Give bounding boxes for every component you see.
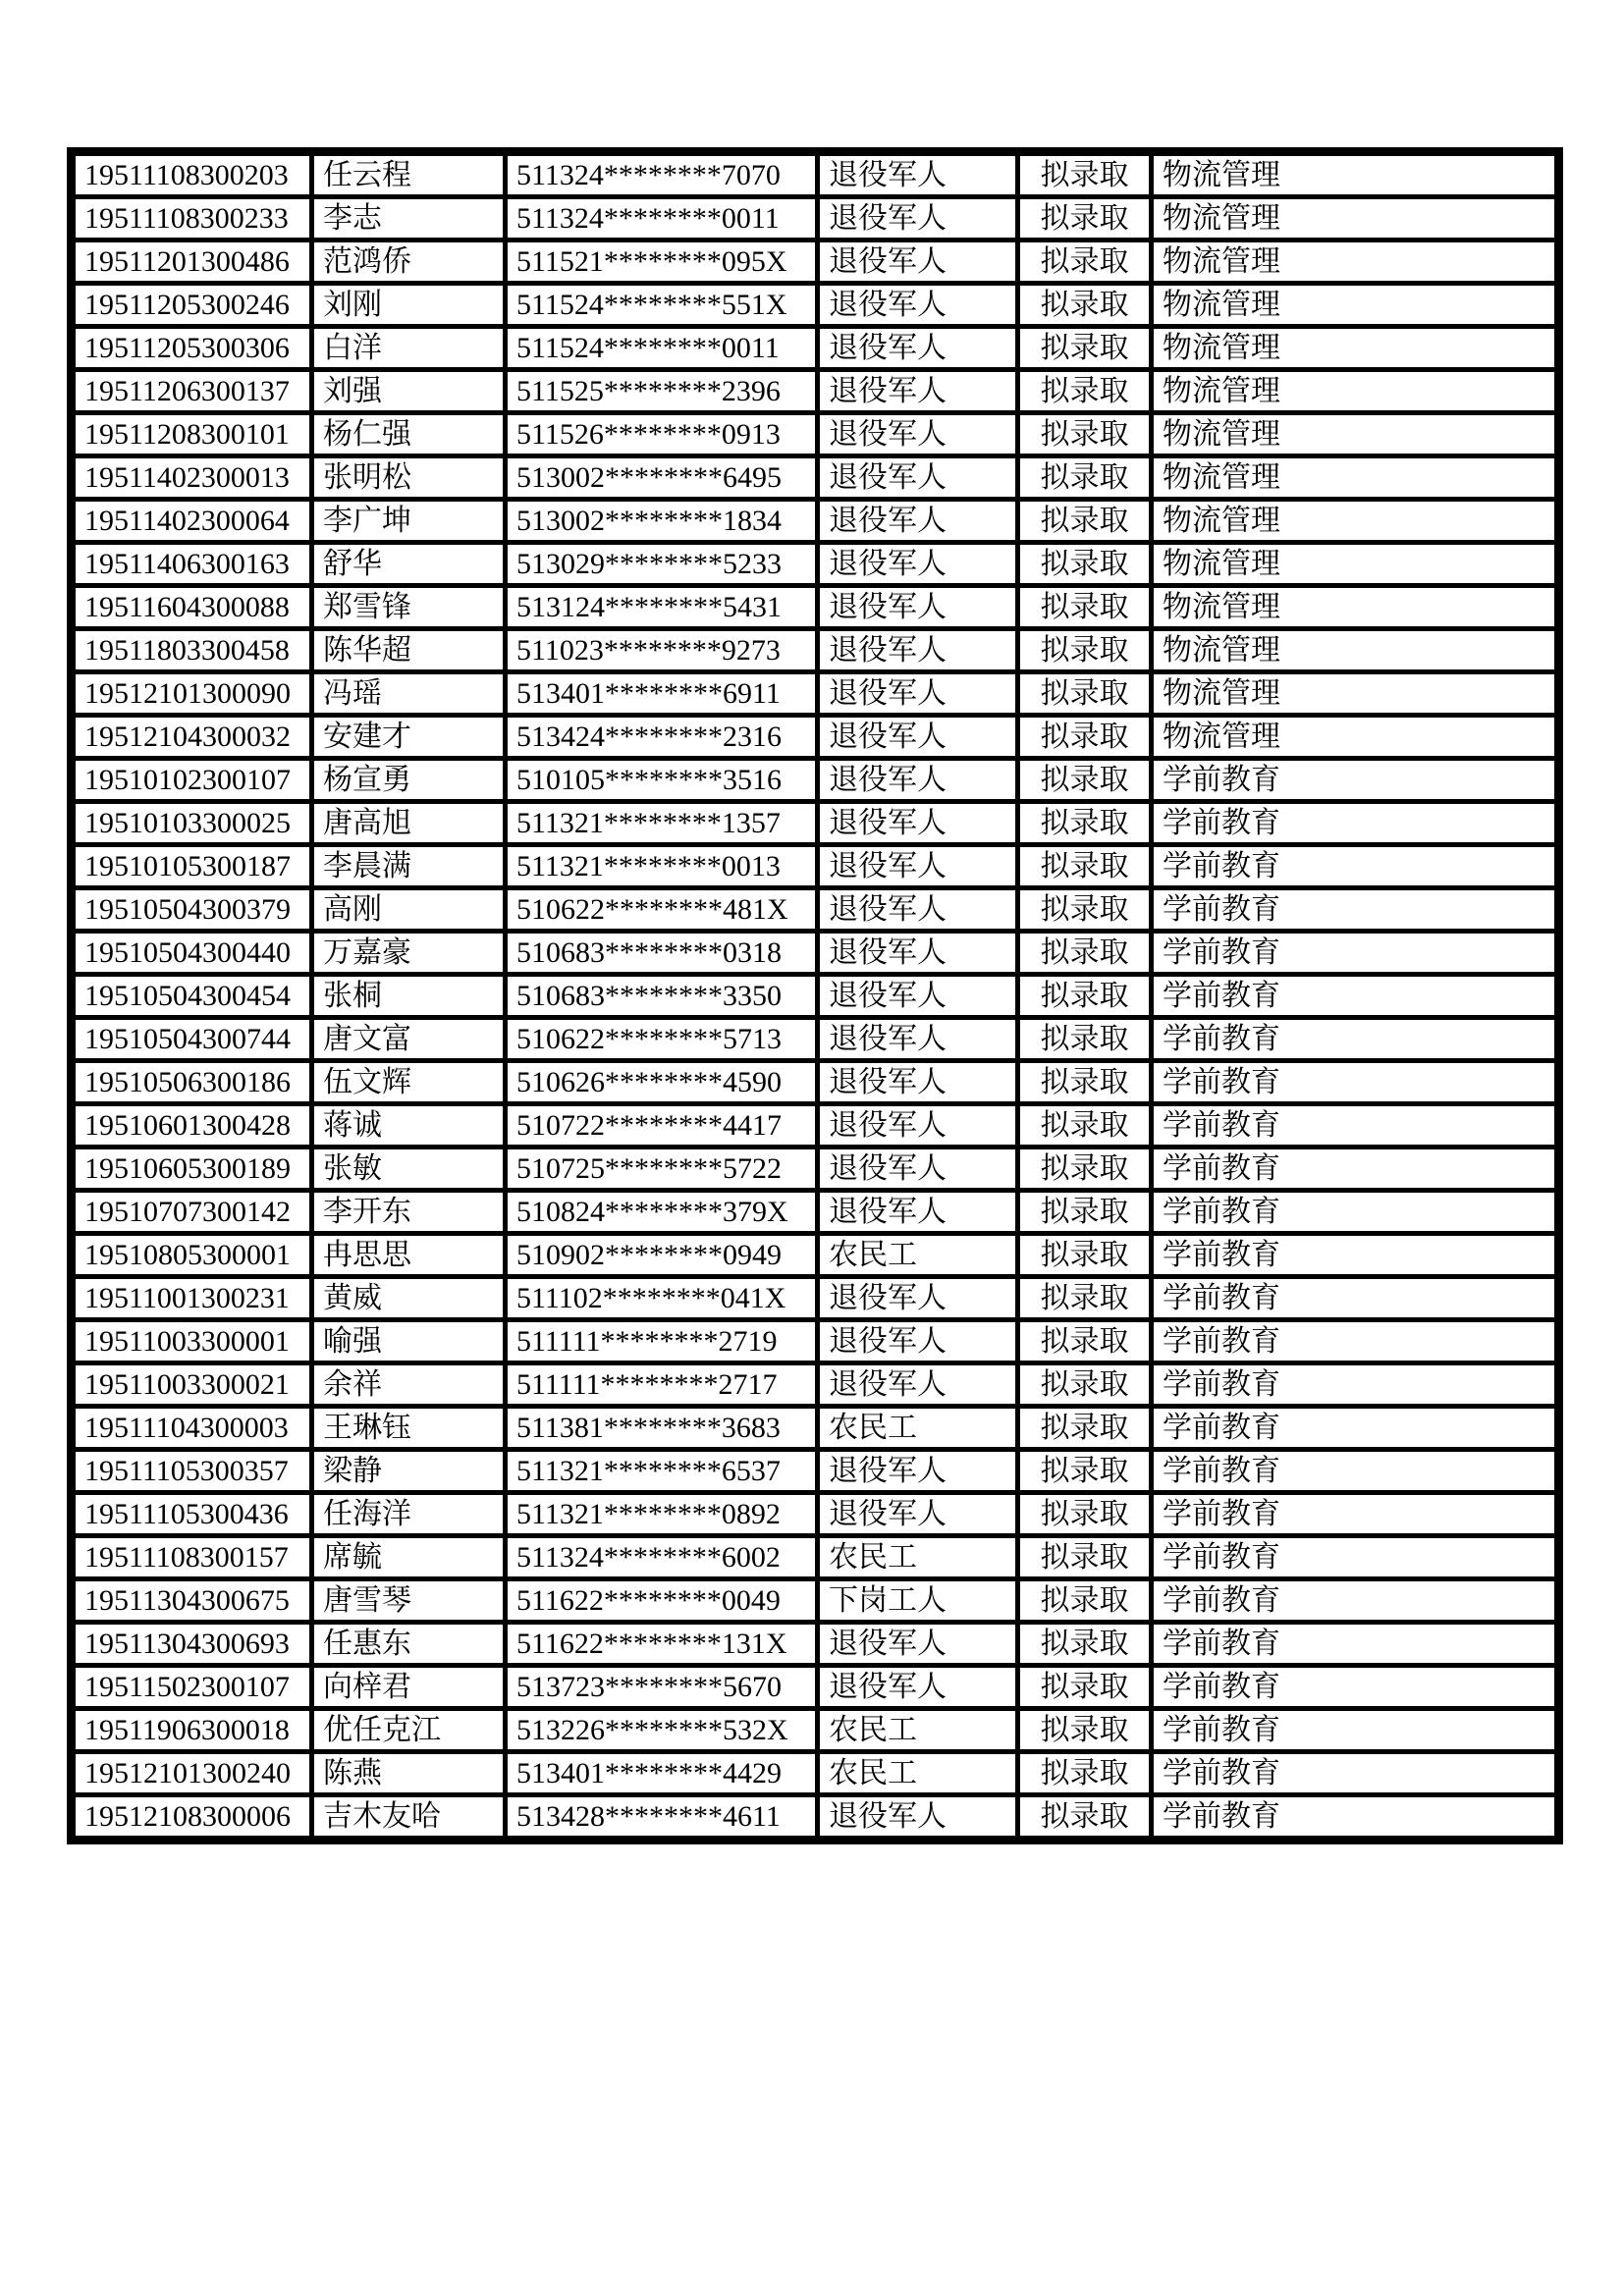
exam-number-cell: 19510805300001 [72, 1234, 312, 1277]
name-cell: 范鸿侨 [312, 240, 506, 284]
id-number-cell: 511524********551X [506, 284, 818, 327]
major-cell: 学前教育 [1152, 1061, 1559, 1104]
exam-number-cell: 19512108300006 [72, 1795, 312, 1841]
status-cell: 拟录取 [1018, 197, 1152, 240]
id-number-cell: 510626********4590 [506, 1061, 818, 1104]
exam-number-cell: 19510504300744 [72, 1018, 312, 1061]
category-cell: 退役军人 [818, 413, 1018, 456]
exam-number-cell: 19512101300240 [72, 1752, 312, 1795]
table-row [72, 1795, 1559, 1841]
id-number-cell: 511111********2717 [506, 1363, 818, 1407]
table-row [72, 888, 1559, 932]
name-cell: 高刚 [312, 888, 506, 932]
table-row [72, 1579, 1559, 1623]
status-cell: 拟录取 [1018, 1148, 1152, 1191]
major-cell: 物流管理 [1152, 240, 1559, 284]
category-cell: 退役军人 [818, 1148, 1018, 1191]
status-cell: 拟录取 [1018, 1191, 1152, 1234]
major-cell: 学前教育 [1152, 802, 1559, 845]
exam-number-cell: 19510504300440 [72, 932, 312, 975]
category-cell: 退役军人 [818, 1493, 1018, 1536]
status-cell: 拟录取 [1018, 152, 1152, 197]
table-row [72, 284, 1559, 327]
table-row [72, 1450, 1559, 1493]
exam-number-cell: 19511108300233 [72, 197, 312, 240]
table-row [72, 413, 1559, 456]
id-number-cell: 513428********4611 [506, 1795, 818, 1841]
id-number-cell: 511524********0011 [506, 327, 818, 370]
status-cell: 拟录取 [1018, 1709, 1152, 1752]
status-cell: 拟录取 [1018, 845, 1152, 888]
exam-number-cell: 19510707300142 [72, 1191, 312, 1234]
status-cell: 拟录取 [1018, 1277, 1152, 1320]
status-cell: 拟录取 [1018, 370, 1152, 413]
table-row [72, 1148, 1559, 1191]
id-number-cell: 511023********9273 [506, 629, 818, 672]
exam-number-cell: 19511406300163 [72, 543, 312, 586]
category-cell: 退役军人 [818, 716, 1018, 759]
table-row [72, 543, 1559, 586]
name-cell: 舒华 [312, 543, 506, 586]
exam-number-cell: 19510504300454 [72, 975, 312, 1018]
id-number-cell: 511324********6002 [506, 1536, 818, 1579]
major-cell: 物流管理 [1152, 629, 1559, 672]
id-number-cell: 513226********532X [506, 1709, 818, 1752]
major-cell: 学前教育 [1152, 1666, 1559, 1709]
table-row [72, 586, 1559, 629]
category-cell: 退役军人 [818, 1320, 1018, 1363]
name-cell: 冉思思 [312, 1234, 506, 1277]
category-cell: 退役军人 [818, 197, 1018, 240]
id-number-cell: 510622********481X [506, 888, 818, 932]
category-cell: 下岗工人 [818, 1579, 1018, 1623]
status-cell: 拟录取 [1018, 1623, 1152, 1666]
exam-number-cell: 19511906300018 [72, 1709, 312, 1752]
exam-number-cell: 19511105300357 [72, 1450, 312, 1493]
name-cell: 梁静 [312, 1450, 506, 1493]
id-number-cell: 511321********0013 [506, 845, 818, 888]
major-cell: 物流管理 [1152, 284, 1559, 327]
id-number-cell: 510683********3350 [506, 975, 818, 1018]
major-cell: 物流管理 [1152, 500, 1559, 543]
status-cell: 拟录取 [1018, 586, 1152, 629]
major-cell: 物流管理 [1152, 586, 1559, 629]
table-row [72, 370, 1559, 413]
exam-number-cell: 19511402300064 [72, 500, 312, 543]
major-cell: 学前教育 [1152, 1536, 1559, 1579]
name-cell: 任海洋 [312, 1493, 506, 1536]
status-cell: 拟录取 [1018, 456, 1152, 500]
exam-number-cell: 19511304300675 [72, 1579, 312, 1623]
major-cell: 物流管理 [1152, 543, 1559, 586]
status-cell: 拟录取 [1018, 716, 1152, 759]
exam-number-cell: 19511105300436 [72, 1493, 312, 1536]
table-row [72, 327, 1559, 370]
name-cell: 李志 [312, 197, 506, 240]
major-cell: 学前教育 [1152, 1277, 1559, 1320]
name-cell: 余祥 [312, 1363, 506, 1407]
major-cell: 学前教育 [1152, 1191, 1559, 1234]
name-cell: 吉木友哈 [312, 1795, 506, 1841]
status-cell: 拟录取 [1018, 1320, 1152, 1363]
name-cell: 杨仁强 [312, 413, 506, 456]
id-number-cell: 513029********5233 [506, 543, 818, 586]
name-cell: 唐文富 [312, 1018, 506, 1061]
name-cell: 任惠东 [312, 1623, 506, 1666]
status-cell: 拟录取 [1018, 1536, 1152, 1579]
exam-number-cell: 19510105300187 [72, 845, 312, 888]
name-cell: 王琳钰 [312, 1407, 506, 1450]
status-cell: 拟录取 [1018, 500, 1152, 543]
category-cell: 退役军人 [818, 456, 1018, 500]
exam-number-cell: 19510506300186 [72, 1061, 312, 1104]
category-cell: 退役军人 [818, 543, 1018, 586]
exam-number-cell: 19512104300032 [72, 716, 312, 759]
status-cell: 拟录取 [1018, 1795, 1152, 1841]
major-cell: 学前教育 [1152, 888, 1559, 932]
exam-number-cell: 19511108300157 [72, 1536, 312, 1579]
category-cell: 退役军人 [818, 1795, 1018, 1841]
table-row [72, 1018, 1559, 1061]
name-cell: 陈华超 [312, 629, 506, 672]
id-number-cell: 513401********6911 [506, 672, 818, 716]
table-row [72, 152, 1559, 197]
name-cell: 任云程 [312, 152, 506, 197]
id-number-cell: 510105********3516 [506, 759, 818, 802]
exam-number-cell: 19511206300137 [72, 370, 312, 413]
exam-number-cell: 19510504300379 [72, 888, 312, 932]
exam-number-cell: 19511104300003 [72, 1407, 312, 1450]
category-cell: 退役军人 [818, 586, 1018, 629]
status-cell: 拟录取 [1018, 1234, 1152, 1277]
table-row [72, 1191, 1559, 1234]
exam-number-cell: 19511003300021 [72, 1363, 312, 1407]
category-cell: 退役军人 [818, 1191, 1018, 1234]
id-number-cell: 510683********0318 [506, 932, 818, 975]
id-number-cell: 510902********0949 [506, 1234, 818, 1277]
major-cell: 学前教育 [1152, 1709, 1559, 1752]
status-cell: 拟录取 [1018, 543, 1152, 586]
table-row [72, 1536, 1559, 1579]
table-row [72, 759, 1559, 802]
table-row [72, 1234, 1559, 1277]
name-cell: 李晨满 [312, 845, 506, 888]
status-cell: 拟录取 [1018, 413, 1152, 456]
major-cell: 物流管理 [1152, 370, 1559, 413]
table-row [72, 1407, 1559, 1450]
id-number-cell: 511102********041X [506, 1277, 818, 1320]
exam-number-cell: 19511502300107 [72, 1666, 312, 1709]
status-cell: 拟录取 [1018, 1104, 1152, 1148]
major-cell: 学前教育 [1152, 1018, 1559, 1061]
id-number-cell: 513002********6495 [506, 456, 818, 500]
category-cell: 农民工 [818, 1752, 1018, 1795]
table-row [72, 1709, 1559, 1752]
status-cell: 拟录取 [1018, 240, 1152, 284]
category-cell: 退役军人 [818, 1666, 1018, 1709]
table-row [72, 1104, 1559, 1148]
status-cell: 拟录取 [1018, 327, 1152, 370]
admission-list-table [67, 147, 1563, 1844]
major-cell: 学前教育 [1152, 1579, 1559, 1623]
name-cell: 刘刚 [312, 284, 506, 327]
table-row [72, 1666, 1559, 1709]
id-number-cell: 513002********1834 [506, 500, 818, 543]
major-cell: 学前教育 [1152, 1320, 1559, 1363]
id-number-cell: 511324********7070 [506, 152, 818, 197]
category-cell: 退役军人 [818, 975, 1018, 1018]
name-cell: 张敏 [312, 1148, 506, 1191]
table-row [72, 1493, 1559, 1536]
major-cell: 学前教育 [1152, 975, 1559, 1018]
status-cell: 拟录取 [1018, 1061, 1152, 1104]
status-cell: 拟录取 [1018, 1018, 1152, 1061]
exam-number-cell: 19510102300107 [72, 759, 312, 802]
major-cell: 学前教育 [1152, 759, 1559, 802]
name-cell: 冯瑶 [312, 672, 506, 716]
status-cell: 拟录取 [1018, 284, 1152, 327]
table-row [72, 1061, 1559, 1104]
major-cell: 学前教育 [1152, 845, 1559, 888]
major-cell: 学前教育 [1152, 1795, 1559, 1841]
id-number-cell: 510622********5713 [506, 1018, 818, 1061]
category-cell: 退役军人 [818, 500, 1018, 543]
name-cell: 杨宣勇 [312, 759, 506, 802]
major-cell: 学前教育 [1152, 1234, 1559, 1277]
status-cell: 拟录取 [1018, 629, 1152, 672]
table-row [72, 456, 1559, 500]
major-cell: 学前教育 [1152, 1104, 1559, 1148]
exam-number-cell: 19511304300693 [72, 1623, 312, 1666]
major-cell: 学前教育 [1152, 1752, 1559, 1795]
name-cell: 蒋诚 [312, 1104, 506, 1148]
major-cell: 物流管理 [1152, 197, 1559, 240]
category-cell: 退役军人 [818, 240, 1018, 284]
id-number-cell: 511526********0913 [506, 413, 818, 456]
table-row [72, 1623, 1559, 1666]
major-cell: 学前教育 [1152, 1623, 1559, 1666]
major-cell: 学前教育 [1152, 1493, 1559, 1536]
major-cell: 物流管理 [1152, 327, 1559, 370]
id-number-cell: 511321********6537 [506, 1450, 818, 1493]
name-cell: 伍文辉 [312, 1061, 506, 1104]
major-cell: 物流管理 [1152, 413, 1559, 456]
category-cell: 退役军人 [818, 932, 1018, 975]
category-cell: 退役军人 [818, 672, 1018, 716]
exam-number-cell: 19510103300025 [72, 802, 312, 845]
table-row [72, 197, 1559, 240]
name-cell: 陈燕 [312, 1752, 506, 1795]
status-cell: 拟录取 [1018, 672, 1152, 716]
category-cell: 农民工 [818, 1407, 1018, 1450]
table-row [72, 716, 1559, 759]
major-cell: 学前教育 [1152, 1148, 1559, 1191]
exam-number-cell: 19510605300189 [72, 1148, 312, 1191]
table-row [72, 1363, 1559, 1407]
name-cell: 万嘉豪 [312, 932, 506, 975]
status-cell: 拟录取 [1018, 1450, 1152, 1493]
name-cell: 张明松 [312, 456, 506, 500]
exam-number-cell: 19511205300246 [72, 284, 312, 327]
name-cell: 唐雪琴 [312, 1579, 506, 1623]
id-number-cell: 513723********5670 [506, 1666, 818, 1709]
name-cell: 安建才 [312, 716, 506, 759]
id-number-cell: 511622********131X [506, 1623, 818, 1666]
status-cell: 拟录取 [1018, 1407, 1152, 1450]
status-cell: 拟录取 [1018, 975, 1152, 1018]
major-cell: 学前教育 [1152, 1363, 1559, 1407]
table-row [72, 629, 1559, 672]
category-cell: 退役军人 [818, 1104, 1018, 1148]
category-cell: 退役军人 [818, 759, 1018, 802]
table-row [72, 672, 1559, 716]
status-cell: 拟录取 [1018, 888, 1152, 932]
name-cell: 向梓君 [312, 1666, 506, 1709]
id-number-cell: 511321********1357 [506, 802, 818, 845]
table-row [72, 1277, 1559, 1320]
category-cell: 退役军人 [818, 802, 1018, 845]
id-number-cell: 511525********2396 [506, 370, 818, 413]
table-row [72, 975, 1559, 1018]
exam-number-cell: 19511803300458 [72, 629, 312, 672]
category-cell: 退役军人 [818, 1277, 1018, 1320]
category-cell: 退役军人 [818, 1018, 1018, 1061]
exam-number-cell: 19511003300001 [72, 1320, 312, 1363]
category-cell: 农民工 [818, 1234, 1018, 1277]
status-cell: 拟录取 [1018, 759, 1152, 802]
exam-number-cell: 19511001300231 [72, 1277, 312, 1320]
id-number-cell: 511111********2719 [506, 1320, 818, 1363]
exam-number-cell: 19511604300088 [72, 586, 312, 629]
table-row [72, 240, 1559, 284]
admission-table-body [72, 152, 1559, 1841]
exam-number-cell: 19511208300101 [72, 413, 312, 456]
exam-number-cell: 19512101300090 [72, 672, 312, 716]
id-number-cell: 510725********5722 [506, 1148, 818, 1191]
category-cell: 退役军人 [818, 1450, 1018, 1493]
category-cell: 退役军人 [818, 1363, 1018, 1407]
category-cell: 农民工 [818, 1536, 1018, 1579]
name-cell: 唐高旭 [312, 802, 506, 845]
id-number-cell: 510824********379X [506, 1191, 818, 1234]
id-number-cell: 510722********4417 [506, 1104, 818, 1148]
status-cell: 拟录取 [1018, 1666, 1152, 1709]
category-cell: 退役军人 [818, 888, 1018, 932]
name-cell: 李开东 [312, 1191, 506, 1234]
major-cell: 学前教育 [1152, 932, 1559, 975]
status-cell: 拟录取 [1018, 802, 1152, 845]
major-cell: 学前教育 [1152, 1450, 1559, 1493]
id-number-cell: 513424********2316 [506, 716, 818, 759]
category-cell: 退役军人 [818, 629, 1018, 672]
major-cell: 学前教育 [1152, 1407, 1559, 1450]
category-cell: 退役军人 [818, 1623, 1018, 1666]
table-row [72, 500, 1559, 543]
major-cell: 物流管理 [1152, 672, 1559, 716]
status-cell: 拟录取 [1018, 1752, 1152, 1795]
table-row [72, 845, 1559, 888]
exam-number-cell: 19511205300306 [72, 327, 312, 370]
name-cell: 李广坤 [312, 500, 506, 543]
category-cell: 退役军人 [818, 1061, 1018, 1104]
category-cell: 退役军人 [818, 370, 1018, 413]
id-number-cell: 511381********3683 [506, 1407, 818, 1450]
name-cell: 白洋 [312, 327, 506, 370]
table-row [72, 1320, 1559, 1363]
id-number-cell: 513124********5431 [506, 586, 818, 629]
status-cell: 拟录取 [1018, 1493, 1152, 1536]
name-cell: 优任克江 [312, 1709, 506, 1752]
name-cell: 刘强 [312, 370, 506, 413]
exam-number-cell: 19510601300428 [72, 1104, 312, 1148]
table-row [72, 802, 1559, 845]
id-number-cell: 513401********4429 [506, 1752, 818, 1795]
name-cell: 喻强 [312, 1320, 506, 1363]
category-cell: 退役军人 [818, 327, 1018, 370]
name-cell: 黄威 [312, 1277, 506, 1320]
id-number-cell: 511521********095X [506, 240, 818, 284]
exam-number-cell: 19511402300013 [72, 456, 312, 500]
name-cell: 张桐 [312, 975, 506, 1018]
major-cell: 物流管理 [1152, 456, 1559, 500]
category-cell: 退役军人 [818, 845, 1018, 888]
major-cell: 物流管理 [1152, 716, 1559, 759]
status-cell: 拟录取 [1018, 1363, 1152, 1407]
exam-number-cell: 19511108300203 [72, 152, 312, 197]
category-cell: 农民工 [818, 1709, 1018, 1752]
category-cell: 退役军人 [818, 152, 1018, 197]
status-cell: 拟录取 [1018, 1579, 1152, 1623]
name-cell: 郑雪锋 [312, 586, 506, 629]
category-cell: 退役军人 [818, 284, 1018, 327]
table-row [72, 932, 1559, 975]
id-number-cell: 511324********0011 [506, 197, 818, 240]
exam-number-cell: 19511201300486 [72, 240, 312, 284]
name-cell: 席毓 [312, 1536, 506, 1579]
id-number-cell: 511622********0049 [506, 1579, 818, 1623]
table-row [72, 1752, 1559, 1795]
status-cell: 拟录取 [1018, 932, 1152, 975]
id-number-cell: 511321********0892 [506, 1493, 818, 1536]
major-cell: 物流管理 [1152, 152, 1559, 197]
